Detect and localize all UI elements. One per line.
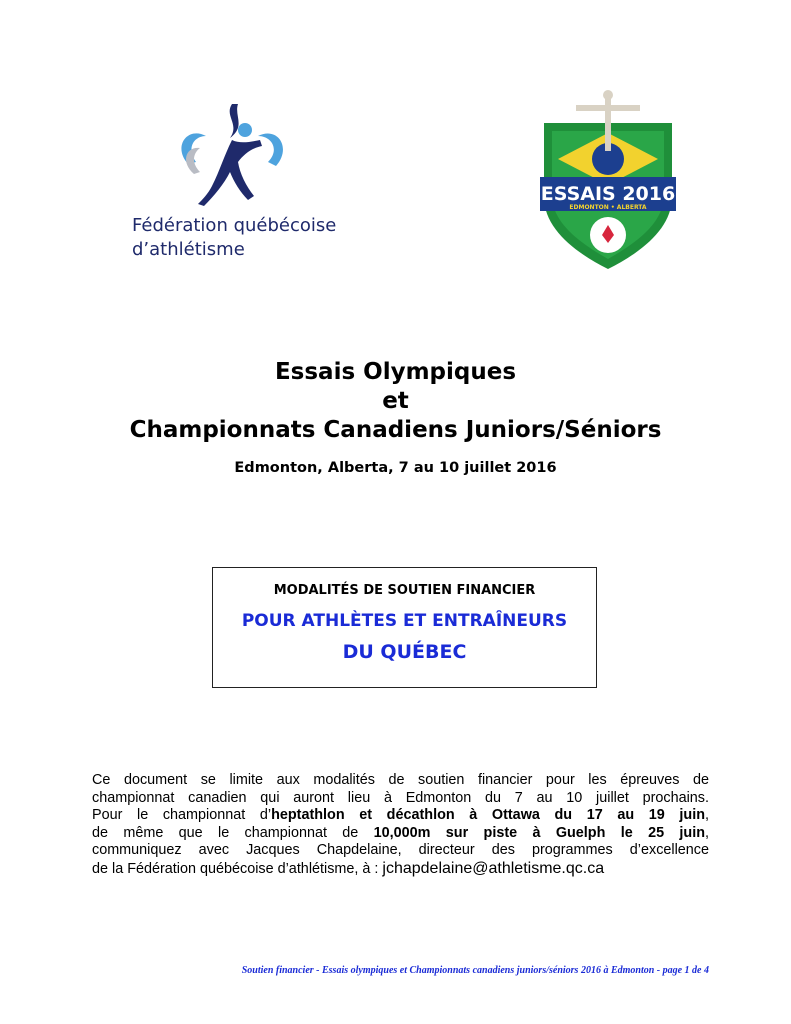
page-footer: Soutien financier - Essais olympiques et Championnats canadiens juniors/séniors 2016 à Edmonton - page 1 de 4: [241, 965, 709, 976]
title-line-2: et: [382, 388, 409, 414]
federation-name-line1: Fédération québécoise: [132, 215, 337, 236]
contact-email-link[interactable]: jchapdelaine@athletisme.qc.ca: [382, 859, 605, 877]
box-heading: MODALITÉS DE SOUTIEN FINANCIER: [273, 583, 536, 598]
event-location-date: Edmonton, Alberta, 7 au 10 juillet 2016: [234, 460, 557, 476]
text-fragment: de même que le championnat de: [92, 824, 374, 841]
box-audience-line1: POUR ATHLÈTES ET ENTRAÎNEURS: [241, 611, 568, 631]
federation-logo: [128, 96, 337, 266]
text-fragment: ,: [705, 807, 709, 823]
badge-ribbon: EDMONTON • ALBERTA: [569, 204, 647, 211]
title-line-3: Championnats Canadiens Juniors/Séniors: [129, 417, 662, 443]
heptathlon-decathlon-emphasis: heptathlon et décathlon à Ottawa du 17 au 19 juin: [271, 807, 705, 823]
essais-badge-icon: [536, 87, 680, 271]
box-audience-line2: DU QUÉBEC: [342, 641, 467, 663]
intro-paragraph: [92, 772, 709, 877]
runner-emblem-icon: [128, 96, 333, 214]
paragraph-line: Ce document se limite aux modalités de soutien financier pour les épreuves de: [92, 772, 709, 788]
paragraph-line: [92, 860, 709, 878]
10000m-emphasis: 10,000m sur piste à Guelph le 25 juin: [373, 824, 705, 841]
paragraph-line: [92, 825, 709, 843]
paragraph-line: communiquez avec Jacques Chapdelaine, directeur des programmes d’excellence: [92, 842, 709, 858]
document-title: [0, 358, 791, 445]
federation-name-line2: d’athlétisme: [132, 239, 245, 260]
federation-name: [132, 214, 342, 262]
badge-title: ESSAIS 2016: [540, 183, 676, 205]
paragraph-line: championnat canadien qui auront lieu à Edmonton du 7 au 10 juillet prochains.: [92, 789, 709, 806]
text-fragment: ,: [705, 824, 709, 841]
text-fragment: de la Fédération québécoise d’athlétisme, à :: [92, 860, 383, 877]
paragraph-line: [92, 807, 709, 825]
text-fragment: Pour le championnat d’: [92, 807, 272, 823]
financial-support-box: [212, 567, 597, 688]
title-line-1: Essais Olympiques: [274, 359, 517, 385]
essais-2016-badge-logo: [536, 87, 680, 271]
